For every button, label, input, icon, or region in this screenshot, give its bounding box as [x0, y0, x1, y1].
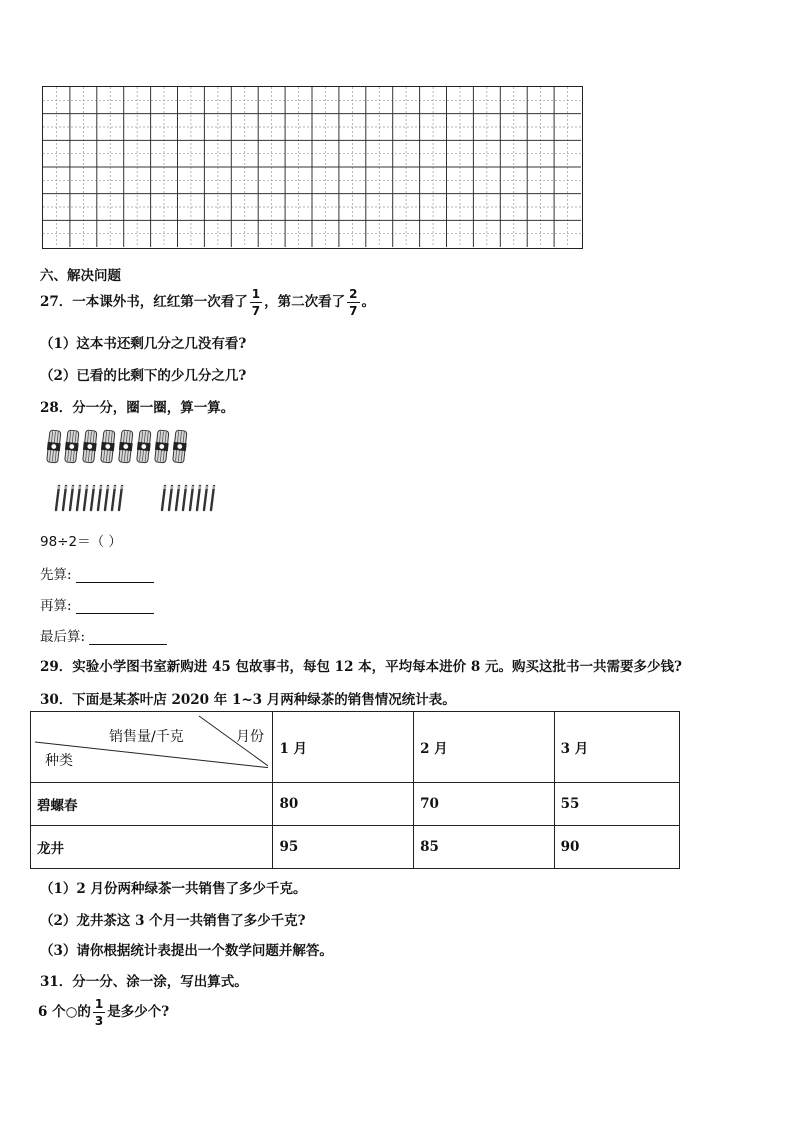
month-header: 1 月 — [273, 712, 414, 783]
table-cell: 90 — [554, 826, 679, 869]
q27-text-part1: 27．一本课外书，红红第一次看了 — [40, 294, 248, 310]
q28-step3: 最后算: — [40, 625, 167, 645]
tea-name: 碧螺春 — [31, 783, 273, 826]
writing-grid-lines — [43, 87, 584, 250]
q28-equation: 98÷2＝（ ） — [40, 534, 122, 550]
stick-bundle-icon — [118, 430, 134, 463]
stick-bundles-image — [46, 428, 206, 468]
q30-sub2: （2）龙井茶这 3 个月一共销售了多少千克? — [40, 913, 306, 929]
stick-bundle-icon — [172, 430, 188, 463]
q31-prompt: 31．分一分、涂一涂，写出算式。 — [40, 974, 248, 990]
table-row — [31, 783, 680, 826]
section-title: 六、解决问题 — [40, 268, 121, 284]
stick-bundle-icon — [82, 430, 98, 463]
table-cell: 95 — [273, 826, 414, 869]
table-header-row — [31, 712, 680, 783]
table-cell: 70 — [414, 783, 555, 826]
diagonal-header-cell — [31, 712, 273, 783]
stick-icon — [162, 486, 165, 510]
stick-icon — [211, 486, 214, 510]
stick-bundle-icon — [154, 430, 170, 463]
stick-icon — [105, 486, 108, 510]
month-header: 3 月 — [554, 712, 679, 783]
q28-step1: 先算: — [40, 563, 154, 583]
stick-icon — [56, 486, 59, 510]
stick-icon — [176, 486, 179, 510]
stick-bundle-icon — [64, 430, 80, 463]
stick-icon — [63, 486, 66, 510]
q29-text: 29．实验小学图书室新购进 45 包故事书，每包 12 本，平均每本进价 8 元。购买这批书一共需要多少钱? — [40, 659, 682, 675]
stick-icon — [98, 486, 101, 510]
fraction-two-sevenths: $\frac{2}{7}$ — [349, 287, 358, 318]
q30-prompt: 30．下面是某茶叶店 2020 年 1~3 月两种绿茶的销售情况统计表。 — [40, 692, 456, 708]
q27-sub2: （2）已看的比剩下的少几分之几? — [40, 368, 247, 384]
answer-blank-3[interactable] — [89, 630, 167, 645]
stick-icon — [169, 486, 172, 510]
q28-step2: 再算: — [40, 594, 154, 614]
q30-sub1: （1）2 月份两种绿茶一共销售了多少千克。 — [40, 881, 307, 897]
header-month-label: 月份 — [236, 729, 264, 745]
loose-sticks-image — [52, 484, 232, 514]
stick-bundle-icon — [100, 430, 116, 463]
q27-text-part2: ，第二次看了 — [264, 294, 346, 310]
sales-table — [30, 711, 680, 869]
stick-icon — [119, 486, 122, 510]
stick-icon — [183, 486, 186, 510]
q30-sub3: （3）请你根据统计表提出一个数学问题并解答。 — [40, 943, 333, 959]
answer-blank-1[interactable] — [76, 568, 154, 583]
fraction-one-third: $\frac{1}{3}$ — [94, 997, 104, 1028]
stick-icon — [190, 486, 193, 510]
header-type-label: 种类 — [45, 753, 73, 769]
stick-icon — [91, 486, 94, 510]
q27-text-part3: 。 — [361, 294, 376, 310]
answer-blank-2[interactable] — [76, 599, 154, 614]
question-27 — [40, 288, 375, 317]
stick-bundle-icon — [136, 430, 152, 463]
stick-icon — [70, 486, 73, 510]
stick-icon — [112, 486, 115, 510]
stick-bundle-icon — [46, 430, 62, 463]
header-sales-label: 销售量/千克 — [109, 729, 184, 745]
stick-icon — [77, 486, 80, 510]
stick-icon — [204, 486, 207, 510]
q28-prompt: 28．分一分，圈一圈，算一算。 — [40, 400, 235, 416]
diagonal-line — [31, 712, 268, 782]
stick-icon — [84, 486, 87, 510]
table-cell: 80 — [273, 783, 414, 826]
tea-name: 龙井 — [31, 826, 273, 869]
month-header: 2 月 — [414, 712, 555, 783]
table-cell: 55 — [554, 783, 679, 826]
fraction-one-seventh: $\frac{1}{7}$ — [251, 287, 261, 318]
stick-icon — [197, 486, 200, 510]
q27-sub1: （1）这本书还剩几分之几没有看? — [40, 336, 247, 352]
writing-grid — [42, 86, 583, 249]
table-cell: 85 — [414, 826, 555, 869]
table-row — [31, 826, 680, 869]
q31-question: 6 个○的 $\frac{1}{3}$ 是多少个? — [38, 997, 170, 1028]
